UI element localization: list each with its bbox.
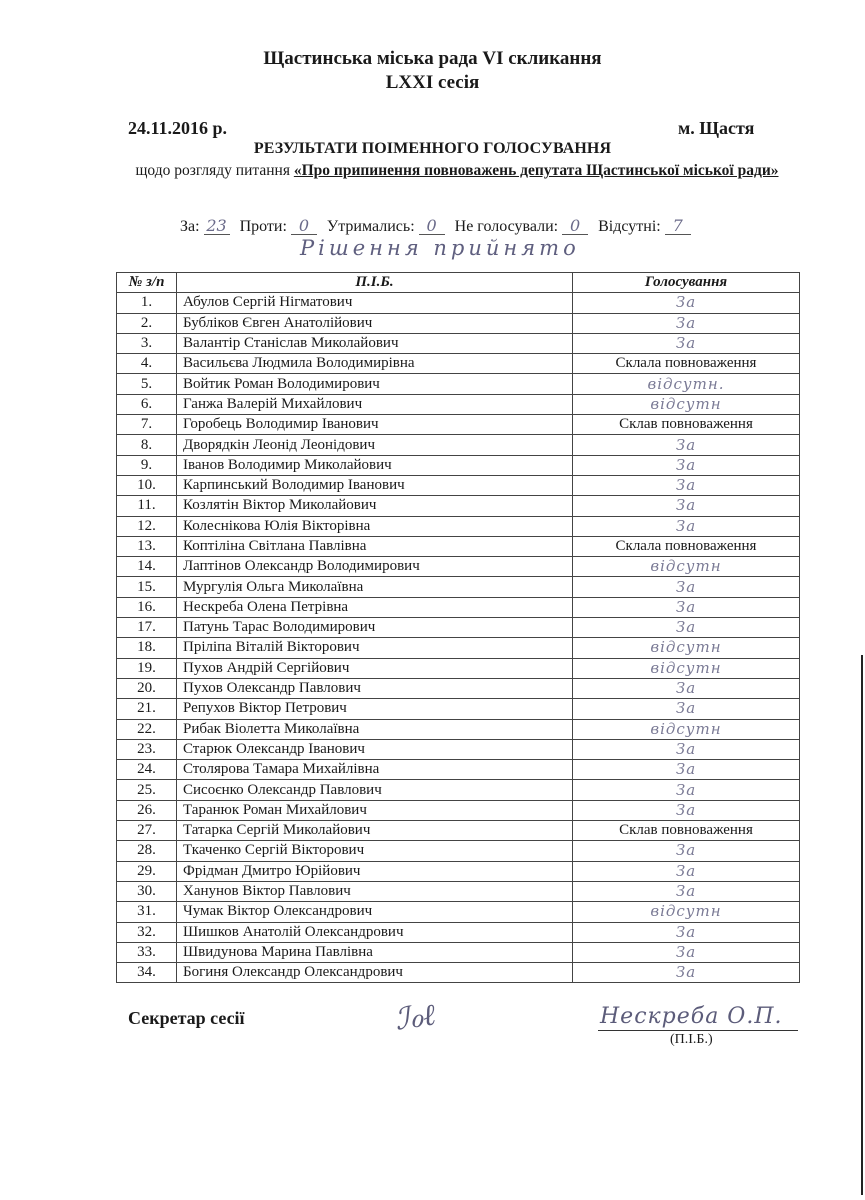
row-number: 21.	[117, 699, 177, 719]
vote-tally	[180, 218, 697, 236]
table-row	[117, 475, 800, 495]
row-number: 34.	[117, 963, 177, 983]
row-vote: Склав повноваження	[573, 415, 800, 435]
table-row	[117, 760, 800, 780]
table-row	[117, 618, 800, 638]
row-vote: відсутн	[573, 719, 800, 739]
row-vote: За	[573, 739, 800, 759]
row-vote: За	[573, 516, 800, 536]
absent-value: 7	[665, 218, 691, 235]
row-number: 12.	[117, 516, 177, 536]
row-vote: відсутн	[573, 658, 800, 678]
row-number: 9.	[117, 455, 177, 475]
table-row	[117, 699, 800, 719]
table-row	[117, 841, 800, 861]
row-vote: За	[573, 678, 800, 698]
row-name: Татарка Сергій Миколайович	[177, 821, 573, 841]
row-name: Фрідман Дмитро Юрійович	[177, 861, 573, 881]
table-row	[117, 658, 800, 678]
row-number: 15.	[117, 577, 177, 597]
table-row	[117, 455, 800, 475]
row-name: Сисоєнко Олександр Павлович	[177, 780, 573, 800]
absent-label: Відсутні:	[598, 218, 661, 235]
table-row	[117, 354, 800, 374]
row-name: Лаптінов Олександр Володимирович	[177, 557, 573, 577]
council-title: Щастинська міська рада VI скликання	[263, 48, 602, 69]
row-vote: відсутн	[573, 638, 800, 658]
row-vote: відсутн	[573, 394, 800, 414]
abstained-label: Утримались:	[326, 218, 415, 235]
row-name: Швидунова Марина Павлівна	[177, 942, 573, 962]
row-vote: За	[573, 800, 800, 820]
column-header-vote: Голосування	[573, 273, 800, 293]
row-vote: За	[573, 577, 800, 597]
signature-name: Нескреба О.П.	[600, 1004, 783, 1029]
row-number: 29.	[117, 861, 177, 881]
row-name: Старюк Олександр Іванович	[177, 739, 573, 759]
table-row	[117, 577, 800, 597]
row-name: Карпинський Володимир Іванович	[177, 475, 573, 495]
signature-line	[598, 1030, 798, 1031]
against-label: Проти:	[239, 218, 287, 235]
subject-title: «Про припинення повноважень депутата Щастинської міської ради»	[293, 162, 779, 179]
table-row	[117, 678, 800, 698]
row-name: Мургулія Ольга Миколаївна	[177, 577, 573, 597]
row-number: 24.	[117, 760, 177, 780]
row-number: 32.	[117, 922, 177, 942]
row-name: Колеснікова Юлія Вікторівна	[177, 516, 573, 536]
row-name: Таранюк Роман Михайлович	[177, 800, 573, 820]
pib-label: (П.І.Б.)	[670, 1032, 713, 1047]
row-vote: Склав повноваження	[573, 821, 800, 841]
row-name: Рибак Віолетта Миколаївна	[177, 719, 573, 739]
row-vote: За	[573, 861, 800, 881]
row-name: Коптіліна Світлана Павлівна	[177, 536, 573, 556]
table-row	[117, 597, 800, 617]
row-vote: Склала повноваження	[573, 354, 800, 374]
row-number: 11.	[117, 496, 177, 516]
table-row	[117, 496, 800, 516]
row-name: Чумак Віктор Олександрович	[177, 902, 573, 922]
row-number: 20.	[117, 678, 177, 698]
document-city: м. Щастя	[678, 118, 755, 138]
row-name: Нескреба Олена Петрівна	[177, 597, 573, 617]
table-row	[117, 557, 800, 577]
table-row	[117, 536, 800, 556]
table-row	[117, 963, 800, 983]
row-name: Абулов Сергій Нігматович	[177, 293, 573, 313]
for-label: За:	[180, 218, 200, 235]
table-row	[117, 293, 800, 313]
table-row	[117, 638, 800, 658]
column-header-number: № з/п	[117, 273, 177, 293]
row-name: Пухов Олександр Павлович	[177, 678, 573, 698]
table-row	[117, 780, 800, 800]
row-vote: За	[573, 455, 800, 475]
subject-prefix: щодо розгляду питання	[135, 162, 294, 179]
row-number: 17.	[117, 618, 177, 638]
row-name: Войтик Роман Володимирович	[177, 374, 573, 394]
abstained-value: 0	[419, 218, 445, 235]
row-name: Патунь Тарас Володимирович	[177, 618, 573, 638]
row-number: 3.	[117, 333, 177, 353]
table-row	[117, 821, 800, 841]
document-date: 24.11.2016 р.	[128, 118, 228, 138]
row-vote: За	[573, 922, 800, 942]
row-number: 28.	[117, 841, 177, 861]
table-row	[117, 739, 800, 759]
voting-table	[116, 272, 800, 983]
row-vote: За	[573, 597, 800, 617]
row-vote: За	[573, 496, 800, 516]
row-name: Столярова Тамара Михайлівна	[177, 760, 573, 780]
row-name: Ханунов Віктор Павлович	[177, 881, 573, 901]
row-name: Богиня Олександр Олександрович	[177, 963, 573, 983]
row-number: 2.	[117, 313, 177, 333]
table-row	[117, 881, 800, 901]
not-voted-value: 0	[562, 218, 588, 235]
row-vote: За	[573, 475, 800, 495]
row-name: Шишков Анатолій Олександрович	[177, 922, 573, 942]
table-row	[117, 942, 800, 962]
row-number: 6.	[117, 394, 177, 414]
row-vote: За	[573, 313, 800, 333]
row-name: Бубліков Євген Анатолійович	[177, 313, 573, 333]
row-name: Репухов Віктор Петрович	[177, 699, 573, 719]
row-name: Дворядкін Леонід Леонідович	[177, 435, 573, 455]
row-number: 8.	[117, 435, 177, 455]
row-number: 22.	[117, 719, 177, 739]
signature-icon: ℐℴℓ	[392, 997, 438, 1038]
row-number: 30.	[117, 881, 177, 901]
secretary-label: Секретар сесії	[128, 1008, 245, 1028]
row-name: Ткаченко Сергій Вікторович	[177, 841, 573, 861]
row-vote: За	[573, 881, 800, 901]
row-vote: відсутн.	[573, 374, 800, 394]
table-row	[117, 922, 800, 942]
table-row	[117, 435, 800, 455]
row-number: 26.	[117, 800, 177, 820]
not-voted-label: Не голосували:	[454, 218, 559, 235]
row-number: 31.	[117, 902, 177, 922]
row-vote: відсутн	[573, 557, 800, 577]
row-number: 23.	[117, 739, 177, 759]
row-number: 14.	[117, 557, 177, 577]
against-value: 0	[291, 218, 317, 235]
column-header-name: П.І.Б.	[177, 273, 573, 293]
row-name: Валантір Станіслав Миколайович	[177, 333, 573, 353]
row-vote: За	[573, 293, 800, 313]
table-row	[117, 415, 800, 435]
row-name: Горобець Володимир Іванович	[177, 415, 573, 435]
table-row	[117, 333, 800, 353]
row-vote: За	[573, 780, 800, 800]
subject-line	[117, 161, 797, 181]
decision-handwritten: Рішення прийнято	[300, 236, 580, 260]
row-number: 13.	[117, 536, 177, 556]
for-value: 23	[204, 218, 230, 235]
row-name: Васильєва Людмила Володимирівна	[177, 354, 573, 374]
row-vote: За	[573, 618, 800, 638]
table-row	[117, 374, 800, 394]
row-number: 25.	[117, 780, 177, 800]
row-name: Пухов Андрій Сергійович	[177, 658, 573, 678]
row-vote: За	[573, 435, 800, 455]
table-row	[117, 902, 800, 922]
row-number: 5.	[117, 374, 177, 394]
table-row	[117, 800, 800, 820]
row-number: 18.	[117, 638, 177, 658]
row-number: 10.	[117, 475, 177, 495]
row-vote: За	[573, 841, 800, 861]
table-row	[117, 719, 800, 739]
document-heading: РЕЗУЛЬТАТИ ПОІМЕННОГО ГОЛОСУВАННЯ	[253, 140, 612, 157]
row-name: Козлятін Віктор Миколайович	[177, 496, 573, 516]
row-vote: За	[573, 699, 800, 719]
scan-edge-divider	[861, 655, 863, 1195]
row-number: 4.	[117, 354, 177, 374]
row-number: 19.	[117, 658, 177, 678]
row-vote: За	[573, 963, 800, 983]
row-vote: За	[573, 760, 800, 780]
table-row	[117, 861, 800, 881]
row-number: 33.	[117, 942, 177, 962]
row-vote: За	[573, 942, 800, 962]
row-number: 7.	[117, 415, 177, 435]
session-title: LXXI сесія	[385, 72, 480, 93]
row-number: 1.	[117, 293, 177, 313]
table-row	[117, 313, 800, 333]
row-number: 27.	[117, 821, 177, 841]
row-vote: Склала повноваження	[573, 536, 800, 556]
row-name: Ганжа Валерій Михайлович	[177, 394, 573, 414]
row-vote: відсутн	[573, 902, 800, 922]
table-row	[117, 516, 800, 536]
table-row	[117, 394, 800, 414]
row-vote: За	[573, 333, 800, 353]
row-name: Пріліпа Віталій Вікторович	[177, 638, 573, 658]
row-name: Іванов Володимир Миколайович	[177, 455, 573, 475]
table-header-row	[117, 273, 800, 293]
row-number: 16.	[117, 597, 177, 617]
